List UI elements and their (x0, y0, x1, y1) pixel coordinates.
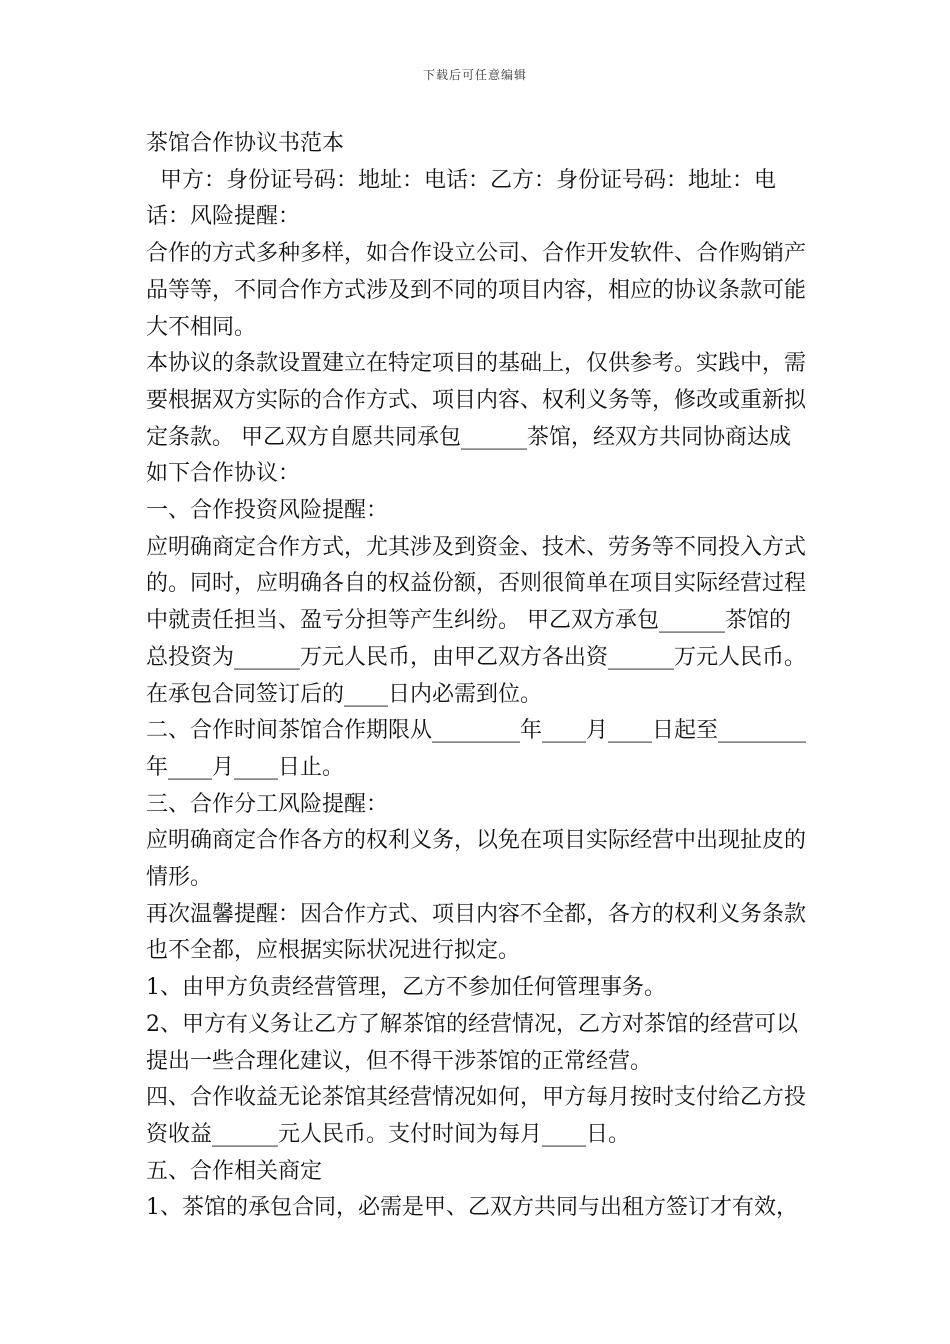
paragraph-parties: 甲方：身份证号码：地址：电话：乙方：身份证号码：地址：电话：风险提醒： (146, 167, 777, 230)
document-body (146, 126, 810, 1227)
paragraph-division: 应明确商定合作各方的权利义务，以免在项目实际经营中出现扯皮的情形。 (146, 828, 807, 891)
paragraph-investment: 应明确商定合作方式，尤其涉及到资金、技术、劳务等不同投入方式的。同时，应明确各自的权益份额，否则很简单在项目实际经营过程中就责任担当、盈亏分担等产生纠纷。 甲乙双方承包______茶馆的总投资为______万元人民币，由甲乙双方各出资______万元人民币。在承包合同签订后的____日内必需到位。 (146, 534, 807, 707)
section-heading-related: 五、合作相关商定 (146, 1158, 323, 1184)
section-heading-investment: 一、合作投资风险提醒： (146, 498, 389, 524)
section-heading-returns: 四、合作收益无论茶馆其经营情况如何，甲方每月按时支付给乙方投资收益______元人民币。支付时间为每月____日。 (146, 1085, 807, 1147)
section-heading-division: 三、合作分工风险提醒： (146, 791, 389, 817)
paragraph-reminder: 再次温馨提醒：因合作方式、项目内容不全都，各方的权利义务条款也不全都，应根据实际状况进行拟定。 (146, 901, 807, 964)
section-heading-duration: 二、合作时间茶馆合作期限从________年____月____日起至________年____月____日止。 (146, 718, 807, 780)
document-title: 茶馆合作协议书范本 (146, 131, 345, 156)
paragraph-cooperation-methods: 合作的方式多种多样，如合作设立公司、合作开发软件、合作购销产品等等，不同合作方式涉及到不同的项目内容，相应的协议条款可能大不相同。 (146, 241, 807, 340)
list-item-1: 1、由甲方负责经营管理，乙方不参加任何管理事务。 (146, 975, 666, 1001)
page-header: 下载后可任意编辑 (422, 68, 527, 82)
list-item-2: 2、甲方有义务让乙方了解茶馆的经营情况，乙方对茶馆的经营可以提出一些合理化建议，但不得干涉茶馆的正常经营。 (146, 1011, 798, 1074)
paragraph-agreement-basis: 本协议的条款设置建立在特定项目的基础上，仅供参考。实践中，需要根据双方实际的合作方式、项目内容、权利义务等，修改或重新拟定条款。 甲乙双方自愿共同承包______茶馆，经双方共同协商达成如下合作协议： (146, 351, 807, 487)
list-item-related-1: 1、茶馆的承包合同，必需是甲、乙双方共同与出租方签订才有效， (146, 1195, 798, 1221)
